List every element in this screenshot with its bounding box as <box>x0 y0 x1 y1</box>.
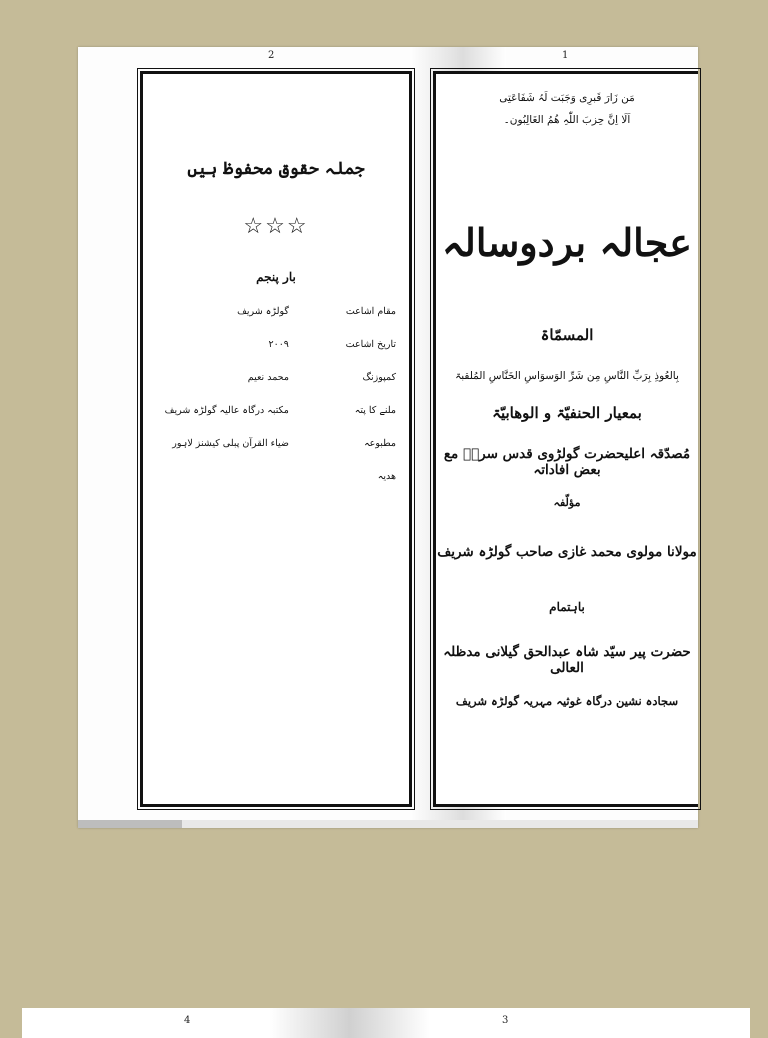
info-key: ھدیہ <box>377 471 396 482</box>
patron-title: سجادہ نشین درگاہ غوثیہ مہریہ گولڑہ شریف <box>455 694 679 708</box>
info-value: ۲۰۰۹ <box>268 339 289 350</box>
copyright-heading: جملہ حقوق محفوظ ہیں <box>187 159 365 179</box>
info-key: ملنے کا پتہ <box>354 405 396 416</box>
table-row <box>159 437 397 470</box>
page-number-3: 3 <box>502 1015 509 1026</box>
book-title: عجالہ بردوسالہ <box>442 220 692 265</box>
horizontal-scrollbar[interactable] <box>78 820 698 828</box>
endorsement-line: مُصدّقہ اعلیحضرت گولڑوی قدس سرہٗ مع بعض افاداتہ <box>443 446 691 478</box>
patron-label: باہتمام <box>549 600 585 614</box>
info-key: کمپوزنگ <box>362 372 396 383</box>
info-value: مکتبہ درگاہ عالیہ گولڑہ شریف <box>164 405 289 416</box>
info-key: تاریخ اشاعت <box>345 339 396 350</box>
scrollbar-thumb[interactable] <box>78 820 182 828</box>
page-number-4: 4 <box>184 1015 191 1026</box>
author-name: مولانا مولوی محمد غازی صاحب گولڑہ شریف <box>437 544 697 560</box>
table-row <box>159 305 397 338</box>
subtitle-line-1: بِالعُوذِ بِرَبِّ النَّاسِ مِن شَرِّ الوَسوَاسِ الخَنَّاسِ المُلقبۃ <box>455 370 679 382</box>
table-row <box>159 404 397 437</box>
epigraph-line-2: اَلَا اِنَّ حِزبَ اللّٰہِ ھُمُ الغَالِبُون۔ <box>503 114 631 126</box>
document-spread <box>78 47 698 828</box>
table-row <box>159 338 397 371</box>
page-number-right: 1 <box>562 50 569 61</box>
info-key: مقام اشاعت <box>345 306 396 317</box>
info-value: گولڑہ شریف <box>237 306 289 317</box>
table-row <box>159 470 397 503</box>
epigraph-line-1: مَن زَارَ قَبرِی وَجَبَت لَہُ شَفَاعَتِی <box>499 92 635 104</box>
page-number-left: 2 <box>268 50 275 61</box>
stars-ornament: ☆☆☆ <box>243 214 309 239</box>
next-page-spread <box>22 1008 750 1038</box>
info-value <box>159 470 290 503</box>
patron-name: حضرت پیر سیّد شاہ عبدالحق گیلانی مدظلہ العالی <box>443 644 691 676</box>
left-page-frame <box>140 71 412 807</box>
edition-label: بار پنجم <box>256 270 296 284</box>
info-value: ضیاء القرآن پبلی کیشنز لاہور <box>172 438 289 449</box>
right-page-frame <box>433 71 698 807</box>
info-key: مطبوعہ <box>364 438 396 449</box>
named-label: المسمّاۃ <box>540 326 594 344</box>
info-value: محمد نعیم <box>247 372 289 383</box>
publication-info-table <box>159 305 397 503</box>
author-label: مؤلّفہ <box>553 496 581 509</box>
table-row <box>159 371 397 404</box>
subtitle-line-2: بمعیار الحنفیّۃ و الوھابیّۃ <box>492 404 642 422</box>
